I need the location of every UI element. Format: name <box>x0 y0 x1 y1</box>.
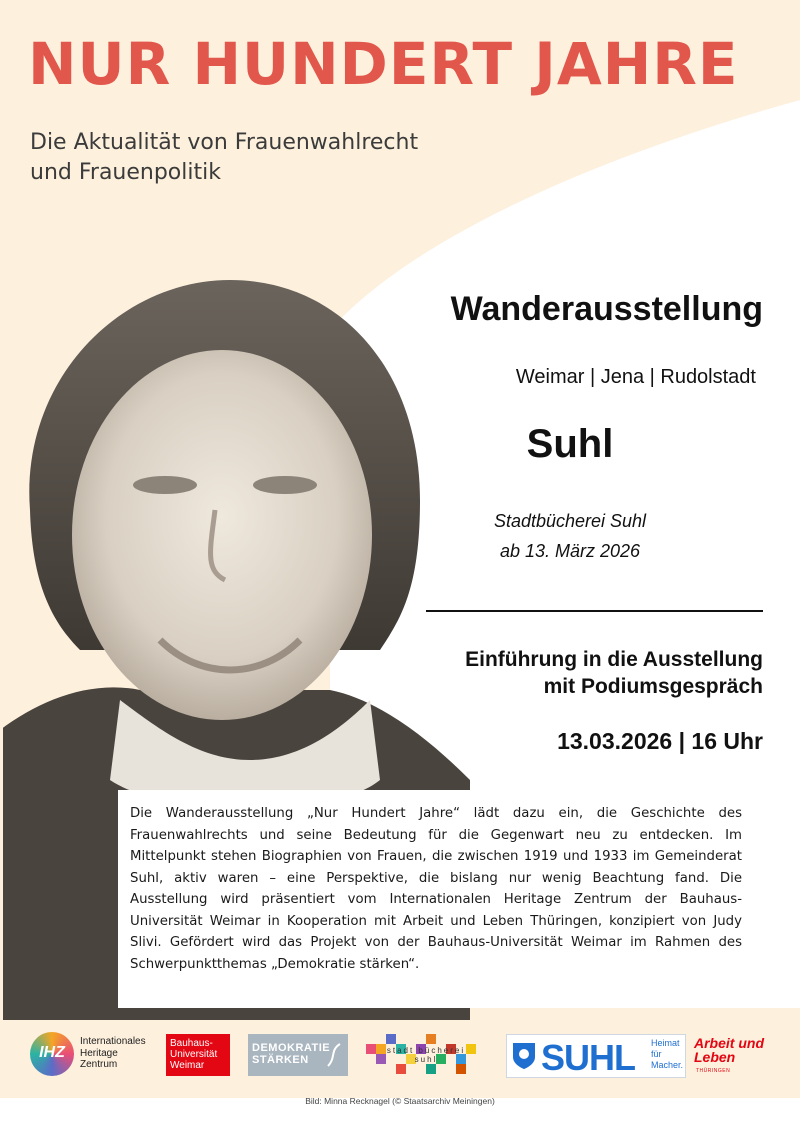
buw-line-2: Universität <box>170 1049 218 1060</box>
poster-title: NUR HUNDERT JAHRE <box>28 30 739 98</box>
exhibition-heading: Wanderausstellung <box>450 290 763 328</box>
ihz-logo <box>30 1030 170 1080</box>
subtitle-line-1: Die Aktualität von Frauenwahlrecht <box>30 130 419 155</box>
description-text: Die Wanderausstellung „Nur Hundert Jahre“ lädt dazu ein, die Geschichte des Frauenwahlrechts und seine Bedeutung für die Gegenwart neu zu entdecken. Im Mittelpunkt stehen Biographien von Frauen, die zwischen 1919 und 1933 im Gemeinderat Suhl, aktiv waren – eine Perspektive, die bislang nur wenig Beachtung fand. Die Ausstellung wird präsentiert vom Internationalen Heritage Zentrum der Bauhaus-Universität Weimar in Kooperation mit Arbeit und Leben Thüringen, konzipiert von Judy Slivi. Gefördert wird das Projekt von der Bauhaus-Universität Weimar im Rahmen des Schwerpunktthemas „Demokratie stärken“. <box>130 806 742 972</box>
image-credit: Bild: Minna Recknagel (© Staatsarchiv Meiningen) <box>305 1096 495 1106</box>
demo-line-2: STÄRKEN <box>252 1054 309 1066</box>
demo-line-1: DEMOKRATIE <box>252 1042 331 1054</box>
exhibition-cities: Weimar | Jena | Rudolstadt <box>515 366 756 388</box>
ihz-line-1: Internationales <box>80 1036 146 1047</box>
suhl-tagline <box>651 1038 683 1071</box>
suhl-logo <box>506 1034 686 1078</box>
ihz-text <box>80 1036 146 1071</box>
venue-name: Stadtbücherei Suhl <box>493 511 647 531</box>
aul-sub: THÜRINGEN <box>696 1068 731 1074</box>
buw-line-1: Bauhaus- <box>170 1038 213 1049</box>
exhibition-city: Suhl <box>526 422 614 466</box>
demokratie-logo <box>248 1034 348 1076</box>
suhl-wordmark: SUHL <box>541 1037 635 1078</box>
subtitle-line-2: und Frauenpolitik <box>30 160 221 185</box>
exhibition-venue <box>420 506 720 566</box>
suhl-tag-2: für <box>651 1049 662 1059</box>
intro-line-2: mit Podiumsgespräch <box>543 675 763 698</box>
divider <box>426 610 763 612</box>
event-datetime: 13.03.2026 | 16 Uhr <box>557 728 763 754</box>
buw-line-3: Weimar <box>170 1060 205 1071</box>
demokratie-text <box>252 1042 330 1066</box>
intro-line-1: Einführung in die Ausstellung <box>465 648 763 671</box>
ihz-line-2: Heritage <box>80 1047 118 1059</box>
venue-start-date: ab 13. März 2026 <box>499 541 641 561</box>
poster-subtitle <box>30 128 450 188</box>
suhl-tag-3: Macher. <box>651 1060 684 1070</box>
aul-wordmark <box>694 1036 764 1064</box>
ihz-line-3: Zentrum <box>80 1059 118 1070</box>
suhl-tag-1: Heimat <box>651 1038 680 1048</box>
ihz-mark: IHZ <box>39 1044 65 1061</box>
aul-line-1: Arbeit und <box>694 1035 764 1051</box>
event-intro <box>420 646 763 700</box>
bauhaus-logo <box>166 1034 230 1076</box>
suhl-crest-icon <box>511 1041 537 1071</box>
stadt-text: stadt bücherei suhl <box>386 1046 466 1064</box>
arbeit-und-leben-logo <box>694 1036 784 1078</box>
bauhaus-text <box>170 1038 217 1071</box>
aul-line-2: Leben <box>694 1049 736 1065</box>
demokratie-wave-icon <box>326 1042 346 1068</box>
